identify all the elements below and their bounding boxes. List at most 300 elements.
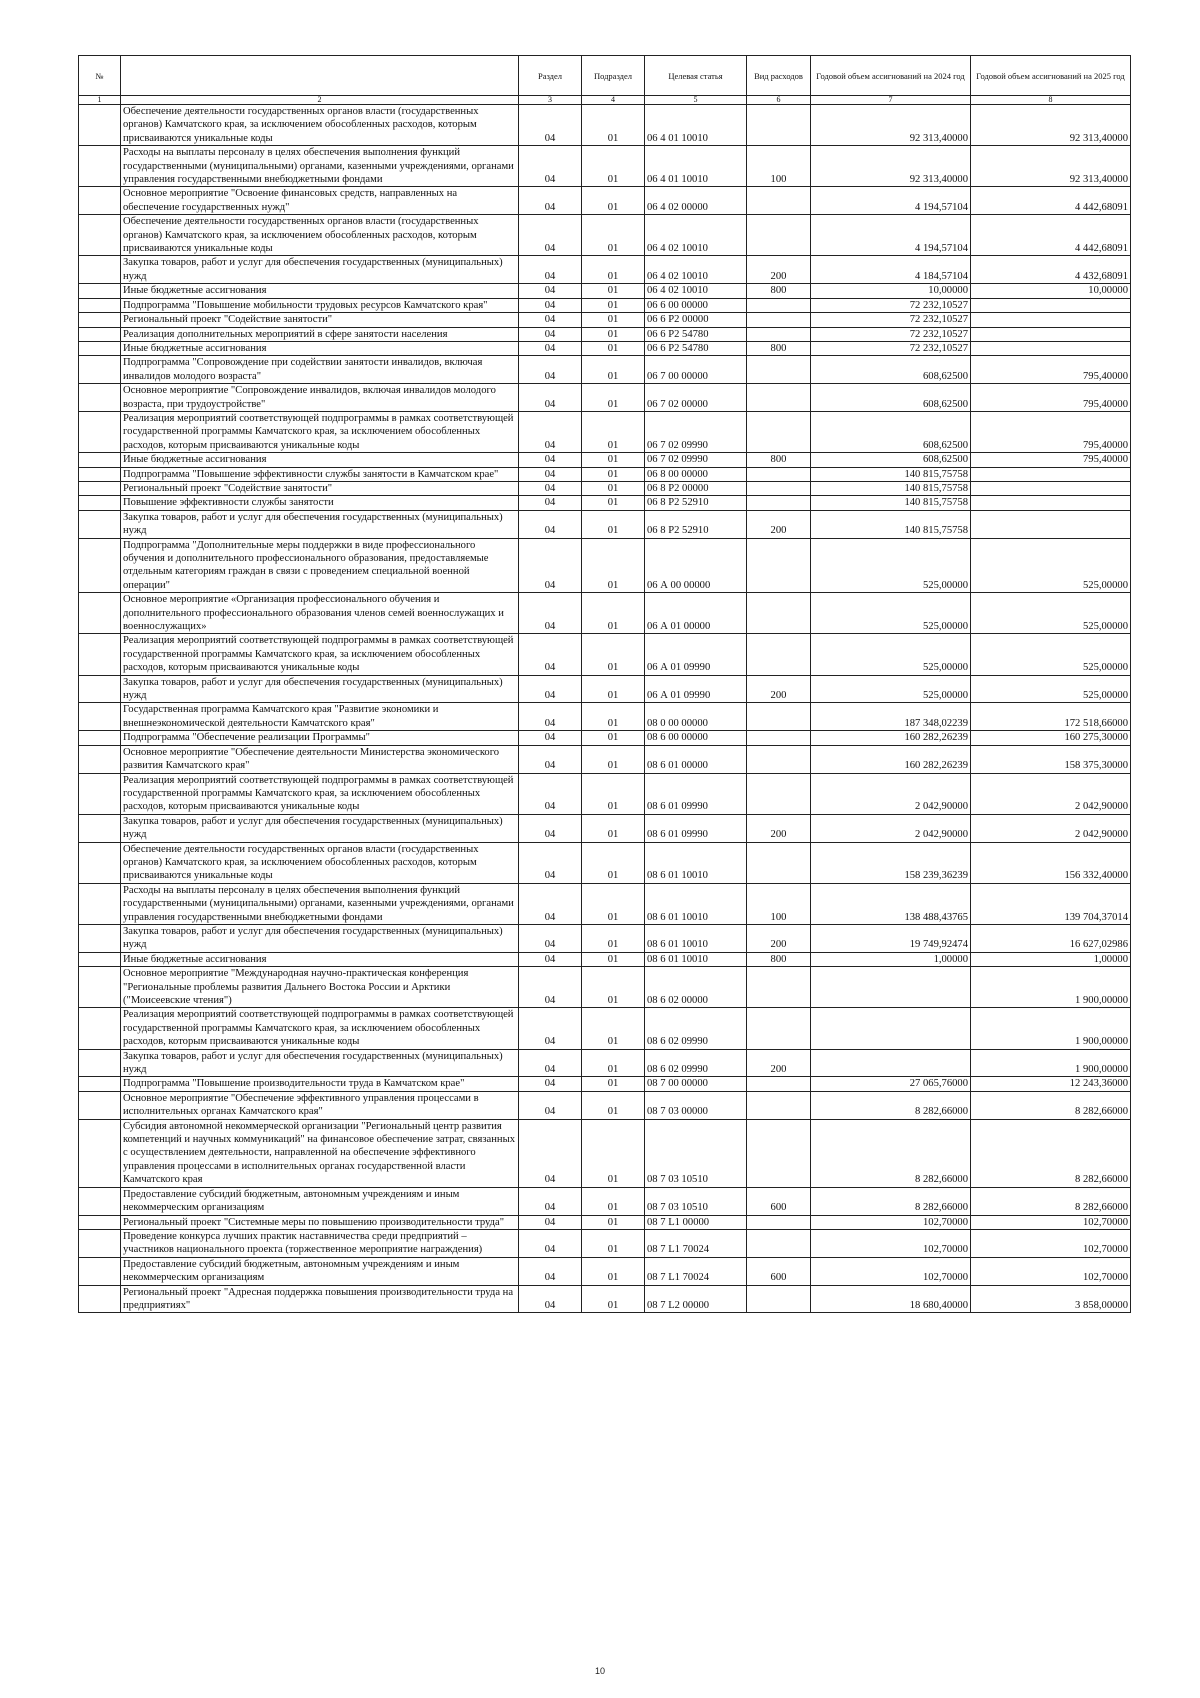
row-target-article-cell: 08 7 L1 00000 bbox=[645, 1215, 747, 1229]
row-name-cell: Обеспечение деятельности государственных органов власти (государственных органов) Камчатского края, за исключением обособленных расходов, которым присваиваются уникальные коды bbox=[121, 105, 519, 146]
row-number-cell bbox=[79, 1049, 121, 1077]
row-target-article-cell: 08 6 01 09990 bbox=[645, 773, 747, 814]
row-target-article-cell: 06 А 00 00000 bbox=[645, 538, 747, 593]
row-subsection-cell: 01 bbox=[582, 384, 645, 412]
row-amount-2024-cell: 525,00000 bbox=[811, 634, 971, 675]
row-expense-type-cell bbox=[747, 187, 811, 215]
row-subsection-cell: 01 bbox=[582, 745, 645, 773]
row-expense-type-cell: 200 bbox=[747, 924, 811, 952]
row-name-cell: Основное мероприятие "Обеспечение эффективного управления процессами в исполнительных органах Камчатского края" bbox=[121, 1091, 519, 1119]
row-target-article-cell: 08 7 03 10510 bbox=[645, 1119, 747, 1187]
row-amount-2024-cell: 102,70000 bbox=[811, 1257, 971, 1285]
row-amount-2024-cell: 4 194,57104 bbox=[811, 215, 971, 256]
row-target-article-cell: 08 6 01 10010 bbox=[645, 924, 747, 952]
row-amount-2024-cell: 160 282,26239 bbox=[811, 745, 971, 773]
row-name-cell: Расходы на выплаты персоналу в целях обеспечения выполнения функций государственными (муниципальными) органами, казенными учреждениями, органами управления государственными внебюджетными фондами bbox=[121, 146, 519, 187]
row-target-article-cell: 06 7 02 09990 bbox=[645, 411, 747, 452]
row-amount-2024-cell: 4 194,57104 bbox=[811, 187, 971, 215]
row-target-article-cell: 06 8 P2 00000 bbox=[645, 481, 747, 495]
row-name-cell: Основное мероприятие «Организация профессионального обучения и дополнительного профессионального образования членов семей военнослужащих и военнослужащих» bbox=[121, 593, 519, 634]
row-section-cell: 04 bbox=[519, 105, 582, 146]
row-section-cell: 04 bbox=[519, 593, 582, 634]
row-expense-type-cell bbox=[747, 703, 811, 731]
row-section-cell: 04 bbox=[519, 924, 582, 952]
row-name-cell: Региональный проект "Содействие занятости" bbox=[121, 313, 519, 327]
row-expense-type-cell bbox=[747, 1119, 811, 1187]
row-expense-type-cell bbox=[747, 356, 811, 384]
row-expense-type-cell bbox=[747, 467, 811, 481]
row-name-cell: Региональный проект "Адресная поддержка повышения производительности труда на предприятиях" bbox=[121, 1285, 519, 1313]
row-name-cell: Основное мероприятие "Обеспечение деятельности Министерства экономического развития Камчатского края" bbox=[121, 745, 519, 773]
row-subsection-cell: 01 bbox=[582, 327, 645, 341]
row-target-article-cell: 08 6 02 09990 bbox=[645, 1049, 747, 1077]
row-number-cell bbox=[79, 745, 121, 773]
table-row bbox=[79, 1229, 1131, 1257]
row-number-cell bbox=[79, 1077, 121, 1091]
row-target-article-cell: 06 4 02 10010 bbox=[645, 215, 747, 256]
row-expense-type-cell bbox=[747, 634, 811, 675]
row-subsection-cell: 01 bbox=[582, 814, 645, 842]
row-target-article-cell: 08 6 00 00000 bbox=[645, 731, 747, 745]
row-subsection-cell: 01 bbox=[582, 952, 645, 966]
row-number-cell bbox=[79, 773, 121, 814]
row-section-cell: 04 bbox=[519, 538, 582, 593]
row-amount-2025-cell bbox=[971, 510, 1131, 538]
row-target-article-cell: 06 4 02 10010 bbox=[645, 284, 747, 298]
row-number-cell bbox=[79, 187, 121, 215]
row-amount-2025-cell: 160 275,30000 bbox=[971, 731, 1131, 745]
col-header-number: № bbox=[79, 56, 121, 96]
row-number-cell bbox=[79, 356, 121, 384]
row-section-cell: 04 bbox=[519, 146, 582, 187]
row-amount-2024-cell: 27 065,76000 bbox=[811, 1077, 971, 1091]
row-name-cell: Подпрограмма "Дополнительные меры поддержки в виде профессионального обучения и дополнительного профессионального образования, предоставляемые отдельным категориям граждан в связи с проведением специальной военной операции" bbox=[121, 538, 519, 593]
row-subsection-cell: 01 bbox=[582, 1229, 645, 1257]
row-expense-type-cell: 100 bbox=[747, 883, 811, 924]
row-target-article-cell: 08 0 00 00000 bbox=[645, 703, 747, 731]
row-name-cell: Повышение эффективности службы занятости bbox=[121, 496, 519, 510]
row-target-article-cell: 06 А 01 00000 bbox=[645, 593, 747, 634]
row-name-cell: Обеспечение деятельности государственных органов власти (государственных органов) Камчатского края, за исключением обособленных расходов, которым присваиваются уникальные коды bbox=[121, 842, 519, 883]
row-number-cell bbox=[79, 731, 121, 745]
row-amount-2024-cell: 8 282,66000 bbox=[811, 1091, 971, 1119]
row-target-article-cell: 06 4 01 10010 bbox=[645, 105, 747, 146]
row-name-cell: Иные бюджетные ассигнования bbox=[121, 952, 519, 966]
row-number-cell bbox=[79, 703, 121, 731]
row-target-article-cell: 08 6 01 09990 bbox=[645, 814, 747, 842]
column-number: 7 bbox=[811, 96, 971, 105]
row-section-cell: 04 bbox=[519, 634, 582, 675]
row-section-cell: 04 bbox=[519, 327, 582, 341]
row-amount-2024-cell: 608,62500 bbox=[811, 453, 971, 467]
row-amount-2024-cell: 140 815,75758 bbox=[811, 510, 971, 538]
row-section-cell: 04 bbox=[519, 356, 582, 384]
table-row bbox=[79, 298, 1131, 312]
row-subsection-cell: 01 bbox=[582, 1077, 645, 1091]
row-name-cell: Реализация мероприятий соответствующей подпрограммы в рамках соответствующей государственной программы Камчатского края, за исключением обособленных расходов, которым присваиваются уникальные коды bbox=[121, 773, 519, 814]
row-section-cell: 04 bbox=[519, 842, 582, 883]
row-section-cell: 04 bbox=[519, 215, 582, 256]
row-amount-2025-cell: 158 375,30000 bbox=[971, 745, 1131, 773]
row-section-cell: 04 bbox=[519, 481, 582, 495]
row-expense-type-cell bbox=[747, 327, 811, 341]
row-name-cell: Подпрограмма "Обеспечение реализации Программы" bbox=[121, 731, 519, 745]
row-name-cell: Реализация мероприятий соответствующей подпрограммы в рамках соответствующей государственной программы Камчатского края, за исключением обособленных расходов, которым присваиваются уникальные коды bbox=[121, 634, 519, 675]
row-amount-2024-cell: 525,00000 bbox=[811, 675, 971, 703]
row-amount-2025-cell bbox=[971, 313, 1131, 327]
row-amount-2025-cell: 16 627,02986 bbox=[971, 924, 1131, 952]
row-subsection-cell: 01 bbox=[582, 1215, 645, 1229]
row-expense-type-cell bbox=[747, 1229, 811, 1257]
row-amount-2025-cell: 1 900,00000 bbox=[971, 1049, 1131, 1077]
row-target-article-cell: 06 А 01 09990 bbox=[645, 675, 747, 703]
row-expense-type-cell bbox=[747, 1285, 811, 1313]
table-row bbox=[79, 1091, 1131, 1119]
table-header-row bbox=[79, 56, 1131, 96]
row-target-article-cell: 06 6 P2 00000 bbox=[645, 313, 747, 327]
row-subsection-cell: 01 bbox=[582, 675, 645, 703]
row-name-cell: Реализация дополнительных мероприятий в сфере занятости населения bbox=[121, 327, 519, 341]
row-amount-2025-cell: 525,00000 bbox=[971, 634, 1131, 675]
row-expense-type-cell bbox=[747, 105, 811, 146]
table-row bbox=[79, 814, 1131, 842]
column-number: 8 bbox=[971, 96, 1131, 105]
row-amount-2024-cell bbox=[811, 1049, 971, 1077]
table-row bbox=[79, 924, 1131, 952]
row-expense-type-cell: 200 bbox=[747, 675, 811, 703]
row-amount-2024-cell: 608,62500 bbox=[811, 411, 971, 452]
table-row bbox=[79, 411, 1131, 452]
row-name-cell: Региональный проект "Содействие занятости" bbox=[121, 481, 519, 495]
row-name-cell: Подпрограмма "Повышение производительности труда в Камчатском крае" bbox=[121, 1077, 519, 1091]
row-amount-2025-cell: 102,70000 bbox=[971, 1229, 1131, 1257]
col-header-year-2025: Годовой объем ассигнований на 2025 год bbox=[971, 56, 1131, 96]
row-subsection-cell: 01 bbox=[582, 1091, 645, 1119]
row-target-article-cell: 08 7 03 10510 bbox=[645, 1187, 747, 1215]
table-row bbox=[79, 1119, 1131, 1187]
row-section-cell: 04 bbox=[519, 883, 582, 924]
row-number-cell bbox=[79, 105, 121, 146]
row-target-article-cell: 06 7 00 00000 bbox=[645, 356, 747, 384]
table-row bbox=[79, 496, 1131, 510]
row-amount-2025-cell bbox=[971, 467, 1131, 481]
row-number-cell bbox=[79, 496, 121, 510]
row-section-cell: 04 bbox=[519, 703, 582, 731]
table-row bbox=[79, 1257, 1131, 1285]
row-expense-type-cell bbox=[747, 745, 811, 773]
row-section-cell: 04 bbox=[519, 1215, 582, 1229]
row-number-cell bbox=[79, 341, 121, 355]
row-subsection-cell: 01 bbox=[582, 1119, 645, 1187]
row-amount-2024-cell: 8 282,66000 bbox=[811, 1187, 971, 1215]
row-amount-2025-cell: 795,40000 bbox=[971, 356, 1131, 384]
row-section-cell: 04 bbox=[519, 1257, 582, 1285]
row-expense-type-cell bbox=[747, 1091, 811, 1119]
row-number-cell bbox=[79, 1119, 121, 1187]
row-number-cell bbox=[79, 634, 121, 675]
row-amount-2025-cell: 102,70000 bbox=[971, 1215, 1131, 1229]
row-number-cell bbox=[79, 967, 121, 1008]
row-amount-2024-cell: 4 184,57104 bbox=[811, 256, 971, 284]
row-name-cell: Субсидия автономной некоммерческой организации "Региональный центр развития компетенций и научных коммуникаций" на финансовое обеспечение затрат, связанных с осуществлением деятельности, направленной на обеспечение эффективного управления процессами в исполнительных органах государственной власти Камчатского края bbox=[121, 1119, 519, 1187]
row-number-cell bbox=[79, 1257, 121, 1285]
document-page bbox=[78, 55, 1130, 1313]
row-target-article-cell: 08 6 01 10010 bbox=[645, 952, 747, 966]
row-section-cell: 04 bbox=[519, 731, 582, 745]
table-row bbox=[79, 215, 1131, 256]
row-number-cell bbox=[79, 883, 121, 924]
row-expense-type-cell bbox=[747, 731, 811, 745]
row-subsection-cell: 01 bbox=[582, 1049, 645, 1077]
row-amount-2024-cell: 92 313,40000 bbox=[811, 105, 971, 146]
row-name-cell: Подпрограмма "Повышение мобильности трудовых ресурсов Камчатского края" bbox=[121, 298, 519, 312]
row-subsection-cell: 01 bbox=[582, 703, 645, 731]
row-amount-2025-cell: 92 313,40000 bbox=[971, 105, 1131, 146]
row-amount-2025-cell: 795,40000 bbox=[971, 411, 1131, 452]
row-target-article-cell: 06 7 02 00000 bbox=[645, 384, 747, 412]
row-subsection-cell: 01 bbox=[582, 215, 645, 256]
row-subsection-cell: 01 bbox=[582, 146, 645, 187]
row-subsection-cell: 01 bbox=[582, 341, 645, 355]
row-name-cell: Основное мероприятие "Сопровождение инвалидов, включая инвалидов молодого возраста, при трудоустройстве" bbox=[121, 384, 519, 412]
row-number-cell bbox=[79, 384, 121, 412]
row-amount-2025-cell bbox=[971, 496, 1131, 510]
row-name-cell: Реализация мероприятий соответствующей подпрограммы в рамках соответствующей государственной программы Камчатского края, за исключением обособленных расходов, которым присваиваются уникальные коды bbox=[121, 411, 519, 452]
row-amount-2025-cell: 4 432,68091 bbox=[971, 256, 1131, 284]
row-expense-type-cell: 800 bbox=[747, 453, 811, 467]
row-amount-2024-cell: 72 232,10527 bbox=[811, 327, 971, 341]
row-amount-2024-cell: 187 348,02239 bbox=[811, 703, 971, 731]
table-row bbox=[79, 356, 1131, 384]
row-number-cell bbox=[79, 146, 121, 187]
column-number: 3 bbox=[519, 96, 582, 105]
row-expense-type-cell: 200 bbox=[747, 256, 811, 284]
row-subsection-cell: 01 bbox=[582, 313, 645, 327]
row-section-cell: 04 bbox=[519, 256, 582, 284]
row-subsection-cell: 01 bbox=[582, 593, 645, 634]
row-number-cell bbox=[79, 1008, 121, 1049]
row-name-cell: Иные бюджетные ассигнования bbox=[121, 341, 519, 355]
column-number: 6 bbox=[747, 96, 811, 105]
table-row bbox=[79, 731, 1131, 745]
table-row bbox=[79, 467, 1131, 481]
table-row bbox=[79, 146, 1131, 187]
row-expense-type-cell: 800 bbox=[747, 952, 811, 966]
row-amount-2025-cell: 1 900,00000 bbox=[971, 967, 1131, 1008]
row-number-cell bbox=[79, 411, 121, 452]
table-row bbox=[79, 703, 1131, 731]
row-target-article-cell: 08 6 01 10010 bbox=[645, 842, 747, 883]
row-amount-2024-cell: 102,70000 bbox=[811, 1215, 971, 1229]
row-expense-type-cell: 200 bbox=[747, 510, 811, 538]
row-name-cell: Государственная программа Камчатского края "Развитие экономики и внешнеэкономической деятельности Камчатского края" bbox=[121, 703, 519, 731]
row-subsection-cell: 01 bbox=[582, 538, 645, 593]
row-name-cell: Обеспечение деятельности государственных органов власти (государственных органов) Камчатского края, за исключением обособленных расходов, которым присваиваются уникальные коды bbox=[121, 215, 519, 256]
col-header-expense-type: Вид расходов bbox=[747, 56, 811, 96]
table-row bbox=[79, 256, 1131, 284]
table-row bbox=[79, 538, 1131, 593]
row-expense-type-cell bbox=[747, 215, 811, 256]
row-amount-2025-cell: 2 042,90000 bbox=[971, 773, 1131, 814]
row-number-cell bbox=[79, 952, 121, 966]
row-expense-type-cell: 600 bbox=[747, 1187, 811, 1215]
row-name-cell: Закупка товаров, работ и услуг для обеспечения государственных (муниципальных) нужд bbox=[121, 256, 519, 284]
row-target-article-cell: 08 7 03 00000 bbox=[645, 1091, 747, 1119]
row-number-cell bbox=[79, 481, 121, 495]
row-expense-type-cell bbox=[747, 313, 811, 327]
row-subsection-cell: 01 bbox=[582, 481, 645, 495]
row-subsection-cell: 01 bbox=[582, 105, 645, 146]
row-amount-2025-cell: 1,00000 bbox=[971, 952, 1131, 966]
row-amount-2024-cell: 2 042,90000 bbox=[811, 814, 971, 842]
table-row bbox=[79, 1008, 1131, 1049]
row-name-cell: Подпрограмма "Сопровождение при содействии занятости инвалидов, включая инвалидов молодого возраста" bbox=[121, 356, 519, 384]
row-number-cell bbox=[79, 675, 121, 703]
row-section-cell: 04 bbox=[519, 284, 582, 298]
row-target-article-cell: 08 6 02 00000 bbox=[645, 967, 747, 1008]
col-header-section: Раздел bbox=[519, 56, 582, 96]
table-row bbox=[79, 510, 1131, 538]
row-section-cell: 04 bbox=[519, 496, 582, 510]
row-number-cell bbox=[79, 1091, 121, 1119]
row-amount-2024-cell: 2 042,90000 bbox=[811, 773, 971, 814]
row-target-article-cell: 06 8 P2 52910 bbox=[645, 496, 747, 510]
row-name-cell: Иные бюджетные ассигнования bbox=[121, 453, 519, 467]
row-amount-2025-cell: 8 282,66000 bbox=[971, 1187, 1131, 1215]
table-row bbox=[79, 634, 1131, 675]
row-section-cell: 04 bbox=[519, 453, 582, 467]
row-expense-type-cell: 100 bbox=[747, 146, 811, 187]
row-subsection-cell: 01 bbox=[582, 298, 645, 312]
row-section-cell: 04 bbox=[519, 313, 582, 327]
row-number-cell bbox=[79, 215, 121, 256]
row-section-cell: 04 bbox=[519, 411, 582, 452]
row-expense-type-cell bbox=[747, 1215, 811, 1229]
row-subsection-cell: 01 bbox=[582, 510, 645, 538]
row-subsection-cell: 01 bbox=[582, 1285, 645, 1313]
row-subsection-cell: 01 bbox=[582, 284, 645, 298]
row-number-cell bbox=[79, 1285, 121, 1313]
row-name-cell: Закупка товаров, работ и услуг для обеспечения государственных (муниципальных) нужд bbox=[121, 1049, 519, 1077]
row-target-article-cell: 08 7 L2 00000 bbox=[645, 1285, 747, 1313]
row-number-cell bbox=[79, 842, 121, 883]
row-number-cell bbox=[79, 1187, 121, 1215]
row-section-cell: 04 bbox=[519, 967, 582, 1008]
column-number-row bbox=[79, 96, 1131, 105]
row-amount-2025-cell: 156 332,40000 bbox=[971, 842, 1131, 883]
row-amount-2024-cell: 138 488,43765 bbox=[811, 883, 971, 924]
row-amount-2024-cell: 1,00000 bbox=[811, 952, 971, 966]
row-subsection-cell: 01 bbox=[582, 731, 645, 745]
row-section-cell: 04 bbox=[519, 675, 582, 703]
table-row bbox=[79, 313, 1131, 327]
row-section-cell: 04 bbox=[519, 1119, 582, 1187]
row-name-cell: Подпрограмма "Повышение эффективности службы занятости в Камчатском крае" bbox=[121, 467, 519, 481]
row-amount-2025-cell: 102,70000 bbox=[971, 1257, 1131, 1285]
row-name-cell: Закупка товаров, работ и услуг для обеспечения государственных (муниципальных) нужд bbox=[121, 510, 519, 538]
row-expense-type-cell bbox=[747, 593, 811, 634]
table-row bbox=[79, 341, 1131, 355]
row-expense-type-cell bbox=[747, 298, 811, 312]
column-number: 1 bbox=[79, 96, 121, 105]
row-amount-2025-cell bbox=[971, 481, 1131, 495]
row-target-article-cell: 08 7 L1 70024 bbox=[645, 1229, 747, 1257]
row-amount-2024-cell: 608,62500 bbox=[811, 356, 971, 384]
col-header-year-2024: Годовой объем ассигнований на 2024 год bbox=[811, 56, 971, 96]
table-body bbox=[79, 105, 1131, 1313]
row-number-cell bbox=[79, 1215, 121, 1229]
column-number: 4 bbox=[582, 96, 645, 105]
table-row bbox=[79, 481, 1131, 495]
row-expense-type-cell bbox=[747, 496, 811, 510]
row-amount-2024-cell: 158 239,36239 bbox=[811, 842, 971, 883]
row-target-article-cell: 06 8 P2 52910 bbox=[645, 510, 747, 538]
row-subsection-cell: 01 bbox=[582, 924, 645, 952]
row-expense-type-cell bbox=[747, 773, 811, 814]
row-subsection-cell: 01 bbox=[582, 256, 645, 284]
table-row bbox=[79, 745, 1131, 773]
row-expense-type-cell bbox=[747, 481, 811, 495]
row-amount-2024-cell: 140 815,75758 bbox=[811, 496, 971, 510]
row-amount-2025-cell: 4 442,68091 bbox=[971, 215, 1131, 256]
row-subsection-cell: 01 bbox=[582, 883, 645, 924]
row-number-cell bbox=[79, 256, 121, 284]
row-subsection-cell: 01 bbox=[582, 356, 645, 384]
row-amount-2024-cell: 8 282,66000 bbox=[811, 1119, 971, 1187]
row-number-cell bbox=[79, 327, 121, 341]
row-amount-2025-cell: 10,00000 bbox=[971, 284, 1131, 298]
row-target-article-cell: 08 6 01 10010 bbox=[645, 883, 747, 924]
row-subsection-cell: 01 bbox=[582, 496, 645, 510]
table-row bbox=[79, 105, 1131, 146]
row-subsection-cell: 01 bbox=[582, 453, 645, 467]
table-row bbox=[79, 1187, 1131, 1215]
row-amount-2025-cell: 3 858,00000 bbox=[971, 1285, 1131, 1313]
row-number-cell bbox=[79, 593, 121, 634]
row-target-article-cell: 06 7 02 09990 bbox=[645, 453, 747, 467]
row-name-cell: Закупка товаров, работ и услуг для обеспечения государственных (муниципальных) нужд bbox=[121, 814, 519, 842]
row-name-cell: Иные бюджетные ассигнования bbox=[121, 284, 519, 298]
row-amount-2024-cell bbox=[811, 1008, 971, 1049]
row-amount-2025-cell: 795,40000 bbox=[971, 384, 1131, 412]
row-section-cell: 04 bbox=[519, 1187, 582, 1215]
row-section-cell: 04 bbox=[519, 1077, 582, 1091]
row-amount-2024-cell bbox=[811, 967, 971, 1008]
table-row bbox=[79, 1077, 1131, 1091]
table-row bbox=[79, 187, 1131, 215]
row-amount-2024-cell: 10,00000 bbox=[811, 284, 971, 298]
page-number: 10 bbox=[594, 1666, 605, 1676]
row-amount-2025-cell: 525,00000 bbox=[971, 593, 1131, 634]
row-amount-2025-cell bbox=[971, 298, 1131, 312]
table-row bbox=[79, 773, 1131, 814]
table-row bbox=[79, 384, 1131, 412]
col-header-name bbox=[121, 56, 519, 96]
table-row bbox=[79, 675, 1131, 703]
table-row bbox=[79, 1049, 1131, 1077]
table-row bbox=[79, 284, 1131, 298]
row-subsection-cell: 01 bbox=[582, 467, 645, 481]
row-section-cell: 04 bbox=[519, 745, 582, 773]
row-number-cell bbox=[79, 814, 121, 842]
row-target-article-cell: 08 7 L1 70024 bbox=[645, 1257, 747, 1285]
row-expense-type-cell bbox=[747, 1077, 811, 1091]
row-number-cell bbox=[79, 313, 121, 327]
table-row bbox=[79, 967, 1131, 1008]
row-amount-2025-cell: 12 243,36000 bbox=[971, 1077, 1131, 1091]
row-amount-2025-cell: 525,00000 bbox=[971, 675, 1131, 703]
row-section-cell: 04 bbox=[519, 341, 582, 355]
